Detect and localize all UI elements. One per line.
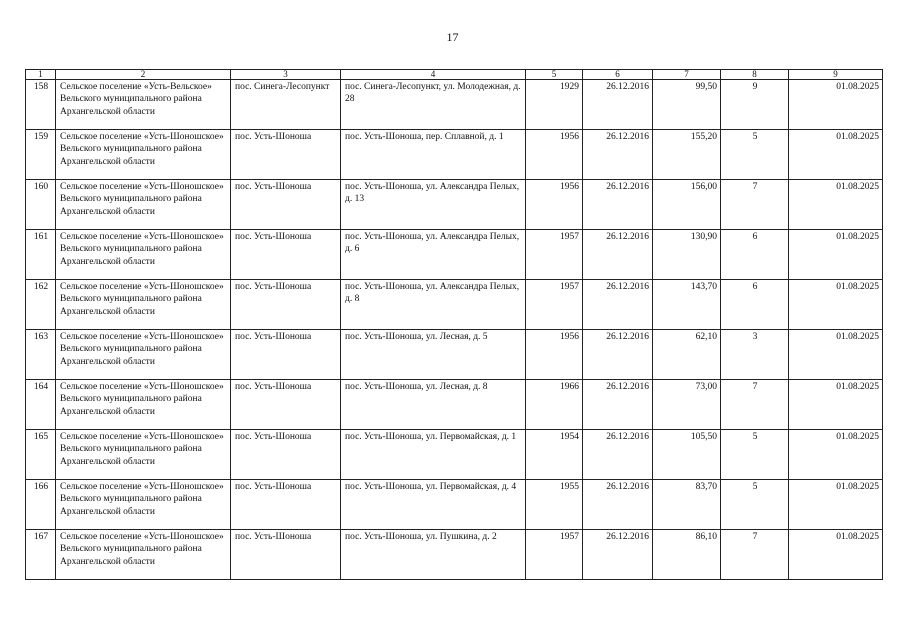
year-cell: 1957 — [526, 280, 583, 330]
page-number: 17 — [446, 30, 459, 44]
address-cell: пос. Усть-Шоноша, ул. Первомайская, д. 1 — [341, 430, 526, 480]
end-date-cell: 01.08.2025 — [789, 180, 883, 230]
table-row — [26, 230, 883, 280]
municipality-cell: Сельское поселение «Усть-Вельское» Вельского муниципального района Архангельской области — [56, 80, 231, 130]
settlement-cell: пос. Усть-Шоноша — [231, 280, 341, 330]
settlement-cell: пос. Усть-Шоноша — [231, 230, 341, 280]
year-cell: 1957 — [526, 530, 583, 580]
date-cell: 26.12.2016 — [583, 280, 653, 330]
municipality-cell: Сельское поселение «Усть-Шоношское» Вельского муниципального района Архангельской области — [56, 130, 231, 180]
municipality-cell: Сельское поселение «Усть-Шоношское» Вельского муниципального района Архангельской области — [56, 380, 231, 430]
municipality-cell: Сельское поселение «Усть-Шоношское» Вельского муниципального района Архангельской области — [56, 330, 231, 380]
count-cell: 6 — [721, 280, 789, 330]
address-cell: пос. Усть-Шоноша, ул. Александра Пелых, д. 8 — [341, 280, 526, 330]
end-date-cell: 01.08.2025 — [789, 280, 883, 330]
municipality-cell: Сельское поселение «Усть-Шоношское» Вельского муниципального района Архангельской области — [56, 480, 231, 530]
column-header: 7 — [653, 70, 721, 80]
date-cell: 26.12.2016 — [583, 80, 653, 130]
municipality-cell: Сельское поселение «Усть-Шоношское» Вельского муниципального района Архангельской области — [56, 280, 231, 330]
row-number: 165 — [26, 430, 56, 480]
row-number: 161 — [26, 230, 56, 280]
area-cell: 143,70 — [653, 280, 721, 330]
settlement-cell: пос. Усть-Шоноша — [231, 330, 341, 380]
column-header: 2 — [56, 70, 231, 80]
column-header: 9 — [789, 70, 883, 80]
table-row — [26, 330, 883, 380]
year-cell: 1956 — [526, 330, 583, 380]
end-date-cell: 01.08.2025 — [789, 80, 883, 130]
end-date-cell: 01.08.2025 — [789, 480, 883, 530]
address-cell: пос. Усть-Шоноша, ул. Первомайская, д. 4 — [341, 480, 526, 530]
table-row — [26, 280, 883, 330]
year-cell: 1929 — [526, 80, 583, 130]
date-cell: 26.12.2016 — [583, 380, 653, 430]
address-cell: пос. Усть-Шоноша, ул. Александра Пелых, д. 6 — [341, 230, 526, 280]
date-cell: 26.12.2016 — [583, 180, 653, 230]
table-row — [26, 530, 883, 580]
year-cell: 1966 — [526, 380, 583, 430]
column-header: 3 — [231, 70, 341, 80]
date-cell: 26.12.2016 — [583, 430, 653, 480]
table-row — [26, 430, 883, 480]
count-cell: 3 — [721, 330, 789, 380]
row-number: 160 — [26, 180, 56, 230]
count-cell: 7 — [721, 380, 789, 430]
area-cell: 83,70 — [653, 480, 721, 530]
count-cell: 9 — [721, 80, 789, 130]
area-cell: 130,90 — [653, 230, 721, 280]
year-cell: 1955 — [526, 480, 583, 530]
end-date-cell: 01.08.2025 — [789, 530, 883, 580]
year-cell: 1956 — [526, 180, 583, 230]
row-number: 167 — [26, 530, 56, 580]
table-row — [26, 180, 883, 230]
year-cell: 1956 — [526, 130, 583, 180]
table-row — [26, 380, 883, 430]
area-cell: 86,10 — [653, 530, 721, 580]
column-header: 5 — [526, 70, 583, 80]
end-date-cell: 01.08.2025 — [789, 330, 883, 380]
settlement-cell: пос. Усть-Шоноша — [231, 480, 341, 530]
column-header: 6 — [583, 70, 653, 80]
end-date-cell: 01.08.2025 — [789, 430, 883, 480]
address-cell: пос. Синега-Лесопункт, ул. Молодежная, д. 28 — [341, 80, 526, 130]
area-cell: 73,00 — [653, 380, 721, 430]
column-header: 4 — [341, 70, 526, 80]
municipality-cell: Сельское поселение «Усть-Шоношское» Вельского муниципального района Архангельской области — [56, 530, 231, 580]
row-number: 158 — [26, 80, 56, 130]
date-cell: 26.12.2016 — [583, 230, 653, 280]
column-header: 1 — [26, 70, 56, 80]
municipality-cell: Сельское поселение «Усть-Шоношское» Вельского муниципального района Архангельской области — [56, 430, 231, 480]
header-row — [26, 70, 883, 80]
year-cell: 1957 — [526, 230, 583, 280]
address-cell: пос. Усть-Шоноша, ул. Лесная, д. 8 — [341, 380, 526, 430]
address-cell: пос. Усть-Шоноша, ул. Пушкина, д. 2 — [341, 530, 526, 580]
settlement-cell: пос. Усть-Шоноша — [231, 380, 341, 430]
area-cell: 155,20 — [653, 130, 721, 180]
date-cell: 26.12.2016 — [583, 530, 653, 580]
row-number: 162 — [26, 280, 56, 330]
count-cell: 6 — [721, 230, 789, 280]
count-cell: 5 — [721, 130, 789, 180]
column-header: 8 — [721, 70, 789, 80]
area-cell: 99,50 — [653, 80, 721, 130]
end-date-cell: 01.08.2025 — [789, 130, 883, 180]
address-cell: пос. Усть-Шоноша, пер. Сплавной, д. 1 — [341, 130, 526, 180]
settlement-cell: пос. Усть-Шоноша — [231, 130, 341, 180]
settlement-cell: пос. Синега-Лесопункт — [231, 80, 341, 130]
date-cell: 26.12.2016 — [583, 130, 653, 180]
address-cell: пос. Усть-Шоноша, ул. Лесная, д. 5 — [341, 330, 526, 380]
date-cell: 26.12.2016 — [583, 480, 653, 530]
settlement-cell: пос. Усть-Шоноша — [231, 430, 341, 480]
municipality-cell: Сельское поселение «Усть-Шоношское» Вельского муниципального района Архангельской области — [56, 180, 231, 230]
address-cell: пос. Усть-Шоноша, ул. Александра Пелых, д. 13 — [341, 180, 526, 230]
date-cell: 26.12.2016 — [583, 330, 653, 380]
count-cell: 5 — [721, 480, 789, 530]
registry-table — [25, 69, 883, 580]
settlement-cell: пос. Усть-Шоноша — [231, 530, 341, 580]
table-row — [26, 480, 883, 530]
year-cell: 1954 — [526, 430, 583, 480]
row-number: 163 — [26, 330, 56, 380]
municipality-cell: Сельское поселение «Усть-Шоношское» Вельского муниципального района Архангельской области — [56, 230, 231, 280]
row-number: 159 — [26, 130, 56, 180]
row-number: 166 — [26, 480, 56, 530]
settlement-cell: пос. Усть-Шоноша — [231, 180, 341, 230]
area-cell: 105,50 — [653, 430, 721, 480]
end-date-cell: 01.08.2025 — [789, 230, 883, 280]
table-row — [26, 130, 883, 180]
count-cell: 5 — [721, 430, 789, 480]
row-number: 164 — [26, 380, 56, 430]
area-cell: 156,00 — [653, 180, 721, 230]
area-cell: 62,10 — [653, 330, 721, 380]
count-cell: 7 — [721, 530, 789, 580]
count-cell: 7 — [721, 180, 789, 230]
end-date-cell: 01.08.2025 — [789, 380, 883, 430]
table-row — [26, 80, 883, 130]
